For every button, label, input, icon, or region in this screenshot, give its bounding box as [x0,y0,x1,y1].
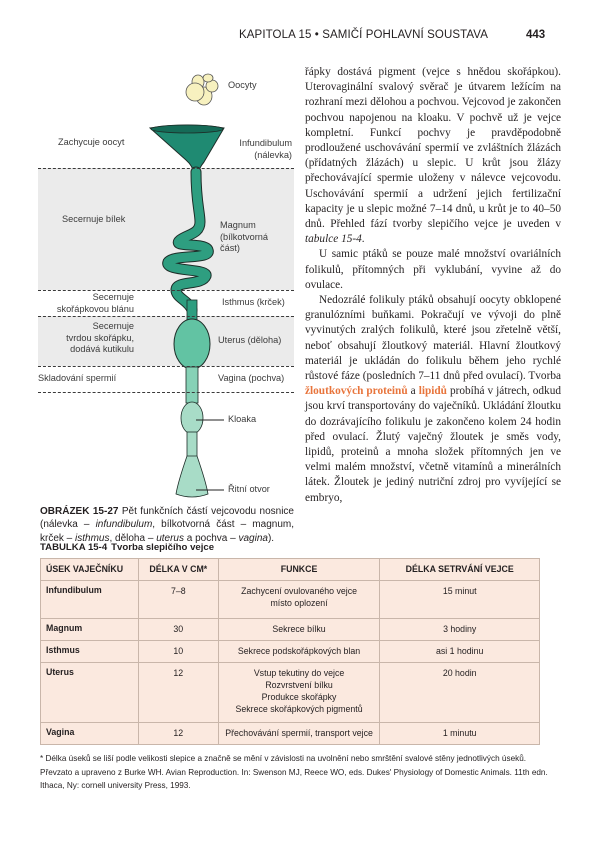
label-isthmus-function-line1: Secernuje [92,292,134,302]
cell-function [218,619,380,641]
footnote-source: Převzato a upraveno z Burke WH. Avian Reproduction. In: Swenson MJ, Reece WO, eds. Dukes' Physiology of Domestic Animals. 11th edn. Ithaca, Ny: cornell university Press, 1993. [40,767,548,790]
label-skladovani-spermii: Skladování spermií [38,373,117,383]
caption-italic: infundibulum [95,519,153,531]
label-infundibulum [218,138,292,161]
caption-italic: vagina [238,532,268,544]
label-vagina: Vagina (pochva) [218,373,285,383]
cell-duration: asi 1 hodinu [380,641,540,663]
caption-text: , děloha – [109,532,157,544]
label-uterus-function-line3: dodává kutikulu [70,344,134,354]
table-reference-link[interactable]: tabulce 15-4 [305,233,362,246]
caption-italic: uterus [156,532,184,544]
divider-isthmus-uterus [38,316,294,317]
cell-segment: Vagina [41,723,139,745]
cell-duration: 15 minut [380,581,540,619]
paragraph-text: řápky dostává pigment (vejce s hnědou skořápkou). Uterovaginální svalový svěrač je útvarem ležícím na rozhraní mezi dělohou a pochvou. Vejcovod je zakončen pochvou napojenou na kloaku. V pochvě už je vejce kompletní. Funkcí pochvy je pravděpodobně prodloužené uschovávání spermií ve zvláštních žlázách (přídatných žlázách) u slepic. U krůt jsou žlázy přechovávající spermie uloženy v nálevce vejcovodu. Uschovávání spermií a udržení jejich fertilizační kapacity je u slepic možné 7–14 dnů, u krůt je to 40–50 dnů. Přehled fází tvorby slepičího vejce je uveden v [305,66,561,231]
divider-vagina-cloaca [38,392,294,393]
figure-caption [40,505,294,545]
cell-duration: 20 hodin [380,663,540,723]
body-text-column [305,65,561,506]
cell-length: 12 [138,663,218,723]
cell-function [218,723,380,745]
header-length: DÉLKA V CM* [138,559,218,581]
caption-italic: isthmus [75,532,110,544]
function-line: Vstup tekutiny do vejce [253,668,345,678]
cell-length: 30 [138,619,218,641]
function-line: Produkce skořápky [261,692,337,702]
function-line: Rozvrstvení bílku [265,680,333,690]
cell-function [218,641,380,663]
label-uterus: Uterus (děloha) [218,335,282,345]
paragraph-text: probíhá v játrech, odkud jsou krví transportovány do vaječníků. Ukládání žloutku do dozrávajícího folikulu je zakončeno kolem 24 hodin před ovulací. Žlutý vaječný žloutek je směs vody, lipidů, proteinů a mnoha složek přítomných jen ve velmi malém množství, včetně vitamínů a minerálních látek. Žloutek je jediný nutriční zdroj pro vyvíjející se embryo, [305,385,561,504]
label-isthmus: Isthmus (krček) [222,297,285,307]
cell-segment: Isthmus [41,641,139,663]
caption-text: Pět funkčních částí vejcovodu nosnice (nálevka – [40,506,294,531]
label-kloaka: Kloaka [228,414,257,424]
label-oocyty: Oocyty [228,80,257,90]
table-row [41,619,540,641]
table-header-row [41,559,540,581]
cell-length: 7–8 [138,581,218,619]
oviduct-figure [38,62,294,502]
table-number: TABULKA 15-4 [40,542,108,553]
label-magnum [220,220,268,255]
label-isthmus-function [38,292,134,315]
function-line: Sekrece bílku [272,624,326,634]
table-row [41,581,540,619]
label-ritni-otvor: Řitní otvor [228,484,270,494]
paragraph-3 [305,293,561,506]
label-magnum-line1: Magnum [220,220,256,230]
label-infundibulum-line1: Infundibulum [239,138,292,148]
cell-length: 12 [138,723,218,745]
cell-function [218,663,380,723]
caption-text: ). [267,532,275,544]
paragraph-text: Nedozrálé folikuly ptáků obsahují oocyty obklopené granulózními buňkami. Pokračují ve vývoji do plně vyvinutých zralých folikulů, které jsou zřetelně větší, neboť obsahují žloutkový materiál. Hlavní žloutkový materiál je ukládán do folikulu během jeho rychlé růstové fáze (posledních 7–11 dnů před ovulací). Tvorba [305,294,561,383]
oviduct-illustration [38,62,294,502]
highlight-term: lipidů [418,385,447,398]
page-number: 443 [526,29,546,41]
header-duration: DÉLKA SETRVÁNÍ VEJCE [380,559,540,581]
running-head [0,29,600,45]
paragraph-2: U samic ptáků se pouze malé množství ovariálních folikulů, přítomných při vyklubání, vyvine až do ovulace. [305,248,561,291]
paragraph-text: . [361,233,365,246]
label-zachycuje-oocyt: Zachycuje oocyt [58,137,125,147]
table-title-text: Tvorba slepičího vejce [111,542,215,553]
divider-magnum-isthmus [38,290,294,291]
function-line: Zachycení ovulovaného vejce [241,586,357,596]
label-magnum-line3: část) [220,243,240,253]
highlight-term: žloutkových proteinů [305,385,408,398]
divider-infundibulum-magnum [38,168,294,169]
header-segment: ÚSEK VAJEČNÍKU [41,559,139,581]
cell-segment: Infundibulum [41,581,139,619]
footnote-length: * Délka úseků se liší podle velikosti slepice a značně se mění v závislosti na uvolnění nebo smrštění svalové stěny jednotlivých úseků. [40,754,527,763]
label-uterus-function [38,321,134,356]
label-uterus-function-line1: Secernuje [92,321,134,331]
table-row [41,723,540,745]
cell-function [218,581,380,619]
caption-text: a pochva – [183,532,239,544]
cell-duration: 3 hodiny [380,619,540,641]
function-line: místo oplození [270,598,328,608]
egg-formation-table [40,558,540,745]
label-magnum-line2: (bílkotvorná [220,231,269,242]
function-line: Sekrece skořápkových pigmentů [235,704,363,714]
cell-segment: Uterus [41,663,139,723]
caption-label: OBRÁZEK 15-27 [40,506,119,517]
function-line: Přechovávání spermií, transport vejce [225,728,373,738]
cell-length: 10 [138,641,218,663]
table-row [41,641,540,663]
paragraph-text: a [407,385,419,398]
function-line: Sekrece podskořápkových blan [237,646,361,656]
oocyte-cluster-icon [186,74,218,105]
label-isthmus-function-line2: skořápkovou blánu [56,303,134,314]
chapter-title: KAPITOLA 15 • SAMIČÍ POHLAVNÍ SOUSTAVA [239,29,488,41]
label-uterus-function-line2: tvrdou skořápku, [66,332,134,343]
caption-text: , bílkotvorná část – magnum, krček – [40,519,294,544]
table-row [41,663,540,723]
divider-uterus-vagina [38,366,294,367]
table-footnotes [40,752,560,793]
paragraph-1 [305,65,561,247]
cell-duration: 1 minutu [380,723,540,745]
table-title [40,542,214,553]
label-infundibulum-line2: (nálevka) [254,149,292,160]
cell-segment: Magnum [41,619,139,641]
label-secernuje-bilek: Secernuje bílek [62,214,126,224]
header-function: FUNKCE [218,559,380,581]
